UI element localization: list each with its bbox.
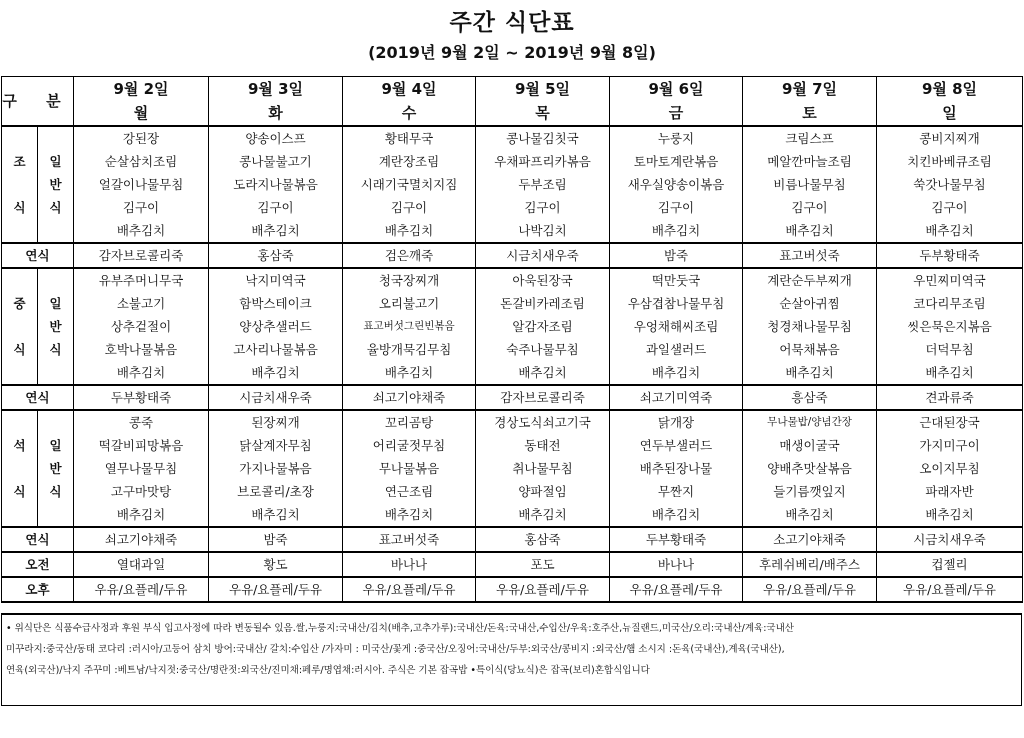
meal-name-char: 중 [13, 296, 26, 311]
soft-diet-item: 흥삼죽 [743, 385, 877, 410]
menu-item: 더덕무침 [877, 338, 1023, 361]
menu-item: 가지나물볶음 [209, 457, 343, 480]
menu-item: 동태전 [476, 434, 610, 457]
meal-type [38, 126, 74, 243]
menu-item: 우엉채해씨조림 [610, 315, 743, 338]
soft-diet-item: 홍삼죽 [476, 527, 610, 552]
meal-name-char: 조 [13, 154, 26, 169]
soft-diet-item: 소고기야채죽 [743, 527, 877, 552]
meal-type-char: 반 [49, 177, 62, 192]
menu-item: 순살삼치조림 [74, 150, 209, 173]
menu-item: 아욱된장국 [476, 268, 610, 292]
menu-item: 배추김치 [74, 503, 209, 527]
menu-item: 김구이 [74, 196, 209, 219]
menu-item: 무나물밥/양념간장 [743, 410, 877, 434]
menu-item: 열무나물무침 [74, 457, 209, 480]
menu-item: 유부주머니무국 [74, 268, 209, 292]
afternoon-snack-label: 오후 [2, 577, 74, 602]
soft-diet-item: 쇠고기야채죽 [74, 527, 209, 552]
menu-item: 고사리나물볶음 [209, 338, 343, 361]
menu-item: 어리굴젓무침 [343, 434, 476, 457]
menu-item: 닭살계자무침 [209, 434, 343, 457]
soft-diet-label: 연식 [2, 385, 74, 410]
meal-type [38, 268, 74, 385]
menu-item: 매생이굴국 [743, 434, 877, 457]
day-of-week: 화 [209, 101, 343, 126]
menu-item: 무나물볶음 [343, 457, 476, 480]
meal-type-char: 반 [49, 319, 62, 334]
meal-name-char: 식 [13, 200, 26, 215]
day-of-week: 토 [743, 101, 877, 126]
menu-item: 콩나물김칫국 [476, 126, 610, 150]
note-line: • 위식단은 식품수급사정과 후원 부식 입고사정에 따라 변동될수 있음.쌀,누룽지:국내산/김치(배추,고추가루):국내산/돈육:국내산,수입산/우육:호주산,뉴질랜드,미국산/오리:국내산/계육:국내산 [6, 623, 794, 634]
menu-item: 배추김치 [209, 503, 343, 527]
menu-item: 김구이 [209, 196, 343, 219]
meal-type [38, 410, 74, 527]
menu-item: 시래기국멸치지짐 [343, 173, 476, 196]
day-date: 9월 7일 [743, 77, 877, 102]
morning-snack-item: 포도 [476, 552, 610, 577]
soft-diet-item: 쇠고기야채죽 [343, 385, 476, 410]
menu-item: 배추김치 [74, 361, 209, 385]
menu-item: 들기름깻잎지 [743, 480, 877, 503]
meal-type-char: 식 [49, 342, 62, 357]
meal-type-char: 식 [49, 484, 62, 499]
soft-diet-item: 견과류죽 [877, 385, 1023, 410]
day-date: 9월 4일 [343, 77, 476, 102]
note-line: 연육(외국산)/낙지 주꾸미 :베트남/낙지젓:중국산/명란젓:외국산/진미채:페루/명엽채:러시아. 주식은 기본 잡곡밥 •특이식(당뇨식)은 잡곡(보리)혼합식입니다 [6, 665, 650, 676]
menu-item: 콩나물불고기 [209, 150, 343, 173]
afternoon-snack-item: 우유/요플레/두유 [743, 577, 877, 602]
menu-item: 함박스테이크 [209, 292, 343, 315]
soft-diet-item: 감자브로콜리죽 [74, 243, 209, 268]
meal-type-char: 식 [49, 200, 62, 215]
page-title: 주간 식단표 [449, 10, 575, 36]
menu-item: 배추김치 [877, 361, 1023, 385]
afternoon-snack-item: 우유/요플레/두유 [209, 577, 343, 602]
menu-item: 과일샐러드 [610, 338, 743, 361]
menu-item: 배추김치 [743, 503, 877, 527]
afternoon-snack-item: 우유/요플레/두유 [476, 577, 610, 602]
afternoon-snack-item: 우유/요플레/두유 [610, 577, 743, 602]
day-of-week: 수 [343, 101, 476, 126]
soft-diet-item: 쇠고기미역죽 [610, 385, 743, 410]
menu-item: 배추김치 [343, 219, 476, 243]
meal-name-char: 식 [13, 484, 26, 499]
day-date: 9월 5일 [476, 77, 610, 102]
soft-diet-item: 표고버섯죽 [743, 243, 877, 268]
afternoon-snack-item: 우유/요플레/두유 [74, 577, 209, 602]
soft-diet-label: 연식 [2, 527, 74, 552]
menu-item: 우민찌미역국 [877, 268, 1023, 292]
morning-snack-item: 열대과일 [74, 552, 209, 577]
menu-item: 된장찌개 [209, 410, 343, 434]
meal-type-char: 일 [49, 296, 62, 311]
menu-item: 얼갈이나물무침 [74, 173, 209, 196]
meal-type-char: 반 [49, 461, 62, 476]
menu-item: 쑥갓나물무침 [877, 173, 1023, 196]
menu-item: 청경채나물무침 [743, 315, 877, 338]
menu-item: 배추김치 [743, 219, 877, 243]
menu-item: 어묵채볶음 [743, 338, 877, 361]
menu-item: 알감자조림 [476, 315, 610, 338]
menu-item: 소불고기 [74, 292, 209, 315]
day-date: 9월 8일 [877, 77, 1023, 102]
soft-diet-item: 홍삼죽 [209, 243, 343, 268]
date-range: (2019년 9월 2일 ~ 2019년 9월 8일) [368, 43, 656, 62]
menu-item: 도라지나물볶음 [209, 173, 343, 196]
menu-item: 두부조림 [476, 173, 610, 196]
menu-item: 떡갈비피망볶음 [74, 434, 209, 457]
menu-item: 황태무국 [343, 126, 476, 150]
menu-item: 계란장조림 [343, 150, 476, 173]
day-date: 9월 2일 [74, 77, 209, 102]
menu-item: 돈갈비카레조림 [476, 292, 610, 315]
menu-item: 배추된장나물 [610, 457, 743, 480]
day-of-week: 일 [877, 101, 1023, 126]
menu-item: 근대된장국 [877, 410, 1023, 434]
morning-snack-item: 황도 [209, 552, 343, 577]
soft-diet-item: 밤죽 [209, 527, 343, 552]
menu-item: 김구이 [877, 196, 1023, 219]
day-of-week: 월 [74, 101, 209, 126]
menu-item: 새우실양송이볶음 [610, 173, 743, 196]
menu-item: 파래자반 [877, 480, 1023, 503]
menu-item: 배추김치 [209, 361, 343, 385]
menu-item: 배추김치 [610, 219, 743, 243]
menu-item: 코다리무조림 [877, 292, 1023, 315]
afternoon-snack-item: 우유/요플레/두유 [877, 577, 1023, 602]
menu-item: 상추겉절이 [74, 315, 209, 338]
menu-item: 취나물무침 [476, 457, 610, 480]
morning-snack-label: 오전 [2, 552, 74, 577]
menu-item: 닭개장 [610, 410, 743, 434]
soft-diet-item: 시금치새우죽 [877, 527, 1023, 552]
menu-item: 강된장 [74, 126, 209, 150]
morning-snack-item: 컵젤리 [877, 552, 1023, 577]
meal-name [2, 410, 38, 527]
menu-item: 김구이 [476, 196, 610, 219]
note-line: 미꾸라지:중국산/동태 코다리 :러시아/고등어 삼치 방어:국내산/ 갈치:수입산 /가자미 : 미국산/꽃게 :중국산/오징어:국내산/두부:외국산/콩비지 :외국산/햄 소시지 :돈육(국내산),계육(국내산), [6, 644, 785, 655]
soft-diet-item: 시금치새우죽 [209, 385, 343, 410]
day-of-week: 금 [610, 101, 743, 126]
menu-item: 브로콜리/초장 [209, 480, 343, 503]
meal-type-char: 일 [49, 154, 62, 169]
menu-item: 숙주나물무침 [476, 338, 610, 361]
menu-item: 배추김치 [343, 503, 476, 527]
soft-diet-item: 감자브로콜리죽 [476, 385, 610, 410]
menu-item: 양상추샐러드 [209, 315, 343, 338]
soft-diet-item: 두부황태죽 [610, 527, 743, 552]
soft-diet-item: 표고버섯죽 [343, 527, 476, 552]
menu-item: 계란순두부찌개 [743, 268, 877, 292]
menu-item: 메알깐마늘조림 [743, 150, 877, 173]
menu-item: 김구이 [343, 196, 476, 219]
meal-name-char: 식 [13, 342, 26, 357]
day-date: 9월 3일 [209, 77, 343, 102]
menu-item: 배추김치 [610, 361, 743, 385]
menu-item: 양배추맛살볶음 [743, 457, 877, 480]
menu-item: 치킨바베큐조림 [877, 150, 1023, 173]
menu-item: 크림스프 [743, 126, 877, 150]
menu-item: 꼬리곰탕 [343, 410, 476, 434]
origin-notes [1, 613, 1022, 706]
meal-name [2, 126, 38, 243]
menu-item: 율방개묵김무침 [343, 338, 476, 361]
morning-snack-item: 바나나 [610, 552, 743, 577]
menu-item: 씻은묵은지볶음 [877, 315, 1023, 338]
menu-item: 순살아귀찜 [743, 292, 877, 315]
menu-item: 배추김치 [476, 361, 610, 385]
menu-item: 양파절임 [476, 480, 610, 503]
menu-item: 배추김치 [476, 503, 610, 527]
meal-name [2, 268, 38, 385]
afternoon-snack-item: 우유/요플레/두유 [343, 577, 476, 602]
menu-item: 연두부샐러드 [610, 434, 743, 457]
menu-item: 연근조림 [343, 480, 476, 503]
menu-item: 무짠지 [610, 480, 743, 503]
soft-diet-label: 연식 [2, 243, 74, 268]
meal-name-char: 석 [13, 438, 26, 453]
morning-snack-item: 후레쉬베리/배주스 [743, 552, 877, 577]
menu-item: 양송이스프 [209, 126, 343, 150]
soft-diet-item: 밤죽 [610, 243, 743, 268]
day-date: 9월 6일 [610, 77, 743, 102]
soft-diet-item: 두부황태죽 [74, 385, 209, 410]
menu-item: 콩비지찌개 [877, 126, 1023, 150]
menu-item: 경상도식쇠고기국 [476, 410, 610, 434]
menu-item: 나박김치 [476, 219, 610, 243]
menu-item: 오리불고기 [343, 292, 476, 315]
menu-item: 우삼겹참나물무침 [610, 292, 743, 315]
menu-item: 배추김치 [610, 503, 743, 527]
menu-item: 오이지무침 [877, 457, 1023, 480]
menu-item: 배추김치 [877, 219, 1023, 243]
menu-item: 떡만둣국 [610, 268, 743, 292]
gubun-header: 구 분 [2, 77, 74, 127]
menu-item: 배추김치 [209, 219, 343, 243]
menu-table [1, 76, 1023, 603]
menu-item: 배추김치 [743, 361, 877, 385]
menu-item: 토마토계란볶음 [610, 150, 743, 173]
morning-snack-item: 바나나 [343, 552, 476, 577]
menu-item: 가지미구이 [877, 434, 1023, 457]
menu-item: 배추김치 [74, 219, 209, 243]
day-of-week: 목 [476, 101, 610, 126]
menu-item: 콩죽 [74, 410, 209, 434]
menu-item: 우채파프리카볶음 [476, 150, 610, 173]
menu-item: 청국장찌개 [343, 268, 476, 292]
menu-item: 고구마맛탕 [74, 480, 209, 503]
menu-item: 호박나물볶음 [74, 338, 209, 361]
menu-item: 배추김치 [343, 361, 476, 385]
soft-diet-item: 검은깨죽 [343, 243, 476, 268]
meal-type-char: 일 [49, 438, 62, 453]
menu-item: 낙지미역국 [209, 268, 343, 292]
menu-item: 표고버섯그린빈볶음 [343, 315, 476, 338]
menu-item: 김구이 [610, 196, 743, 219]
menu-item: 배추김치 [877, 503, 1023, 527]
soft-diet-item: 두부황태죽 [877, 243, 1023, 268]
soft-diet-item: 시금치새우죽 [476, 243, 610, 268]
menu-item: 비름나물무침 [743, 173, 877, 196]
menu-item: 누룽지 [610, 126, 743, 150]
menu-item: 김구이 [743, 196, 877, 219]
